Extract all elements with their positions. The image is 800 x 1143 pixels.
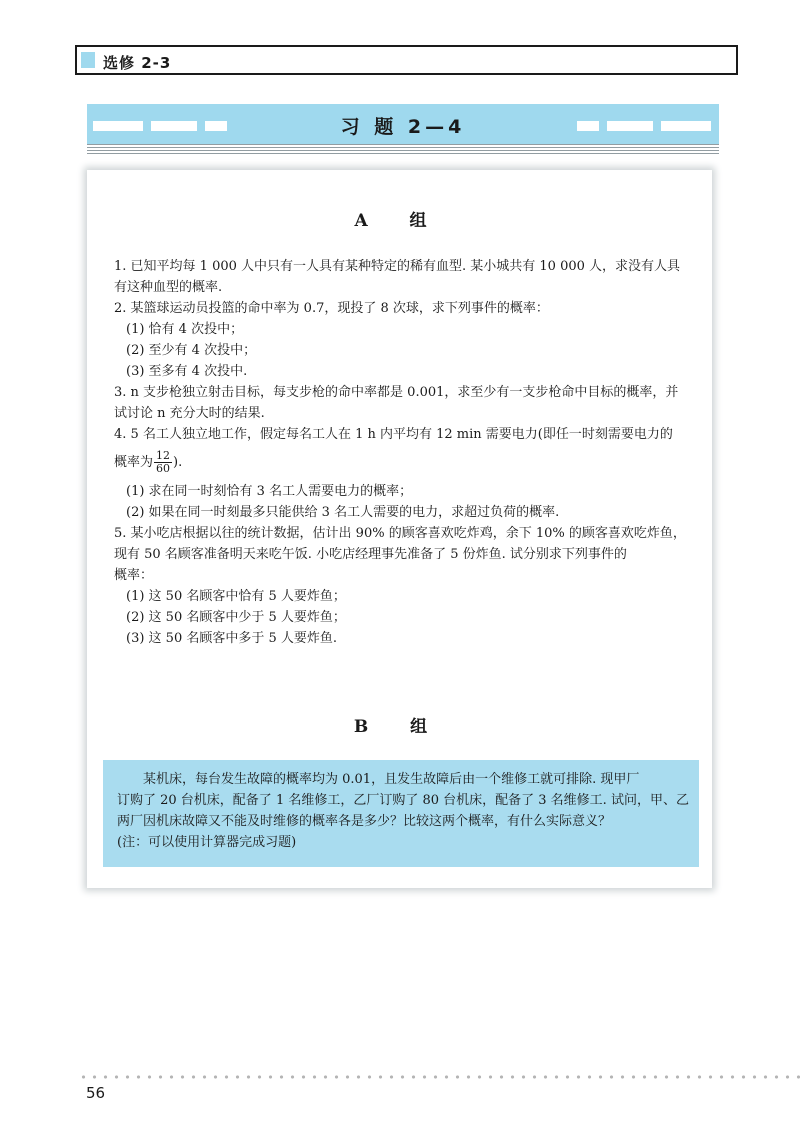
banner-bar-right-2 [607, 121, 653, 131]
banner-shadow-lines [87, 144, 719, 154]
header-marker-square [81, 52, 95, 68]
problem-1-line-2: 有这种血型的概率. [114, 280, 223, 295]
problem-5-line-3: 概率： [114, 568, 154, 583]
problem-4-suffix: ). [173, 455, 183, 470]
problem-5-item-3: (3) 这 50 名顾客中多于 5 人要炸鱼. [126, 631, 338, 646]
problem-4-line-1: 4. 5 名工人独立地工作，假定每名工人在 1 h 内平均有 12 min 需要电力(即任一时刻需要电力的 [114, 427, 673, 442]
group-b-title: B 组 [353, 717, 446, 737]
problem-5-item-2: (2) 这 50 名顾客中少于 5 人要炸鱼； [126, 610, 346, 625]
fraction-numerator: 12 [156, 449, 171, 462]
problem-4-item-2: (2) 如果在同一时刻最多只能供给 3 名工人需要的电力，求超过负荷的概率. [126, 505, 560, 520]
problem-2: 2. 某篮球运动员投篮的命中率为 0.7，现投了 8 次球，求下列事件的概率： [114, 301, 549, 316]
exercise-title: 习 题 2—4 [340, 116, 466, 138]
banner-bar-right-1 [577, 121, 599, 131]
group-a-content [114, 256, 706, 649]
problem-5-line-1: 5. 某小吃店根据以往的统计数据，估计出 90% 的顾客喜欢吃炸鸡，余下 10% 的顾客喜欢吃炸鱼， [114, 526, 686, 541]
problem-4-line-2 [114, 445, 706, 481]
problem-5-line-2: 现有 50 名顾客准备明天来吃午饭. 小吃店经理事先准备了 5 份炸鱼. 试分别求下列事件的 [114, 547, 627, 562]
problem-3-line-2: 试讨论 n 充分大时的结果. [114, 406, 265, 421]
group-b-note: (注：可以使用计算器完成习题) [117, 835, 297, 850]
problem-4-prefix: 概率为 [114, 455, 154, 470]
banner-bar-right-3 [661, 121, 711, 131]
group-b-line-3: 两厂因机床故障又不能及时维修的概率各是多少？比较这两个概率，有什么实际意义？ [117, 814, 612, 829]
problem-4-item-1: (1) 求在同一时刻恰有 3 名工人需要电力的概率； [126, 484, 413, 499]
problem-5-item-1: (1) 这 50 名顾客中恰有 5 人要炸鱼； [126, 589, 346, 604]
group-b-line-1: 某机床，每台发生故障的概率均为 0.01，且发生故障后由一个维修工就可排除. 现甲厂 [143, 772, 640, 787]
problem-3-line-1: 3. n 支步枪独立射击目标，每支步枪的命中率都是 0.001，求至少有一支步枪命中目标的概率，并 [114, 385, 679, 400]
problem-2-item-2: (2) 至少有 4 次投中； [126, 343, 257, 358]
problem-2-item-1: (1) 恰有 4 次投中； [126, 322, 244, 337]
footer-dotted-rule [78, 1074, 800, 1080]
fraction [154, 450, 172, 475]
group-b-problem-box [103, 760, 699, 867]
header-title: 选修 2-3 [103, 54, 172, 72]
group-a-title: A 组 [354, 211, 445, 231]
chapter-header [75, 45, 738, 75]
page-number: 56 [86, 1084, 106, 1102]
problem-1-line-1: 1. 已知平均每 1 000 人中只有一人具有某种特定的稀有血型. 某小城共有 10 000 人，求没有人具 [114, 259, 681, 274]
exercise-banner [87, 104, 719, 144]
problem-2-item-3: (3) 至多有 4 次投中. [126, 364, 248, 379]
fraction-denominator: 60 [156, 462, 171, 475]
group-b-line-2: 订购了 20 台机床，配备了 1 名维修工，乙厂订购了 80 台机床，配备了 3 名维修工. 试问，甲、乙 [117, 793, 689, 808]
